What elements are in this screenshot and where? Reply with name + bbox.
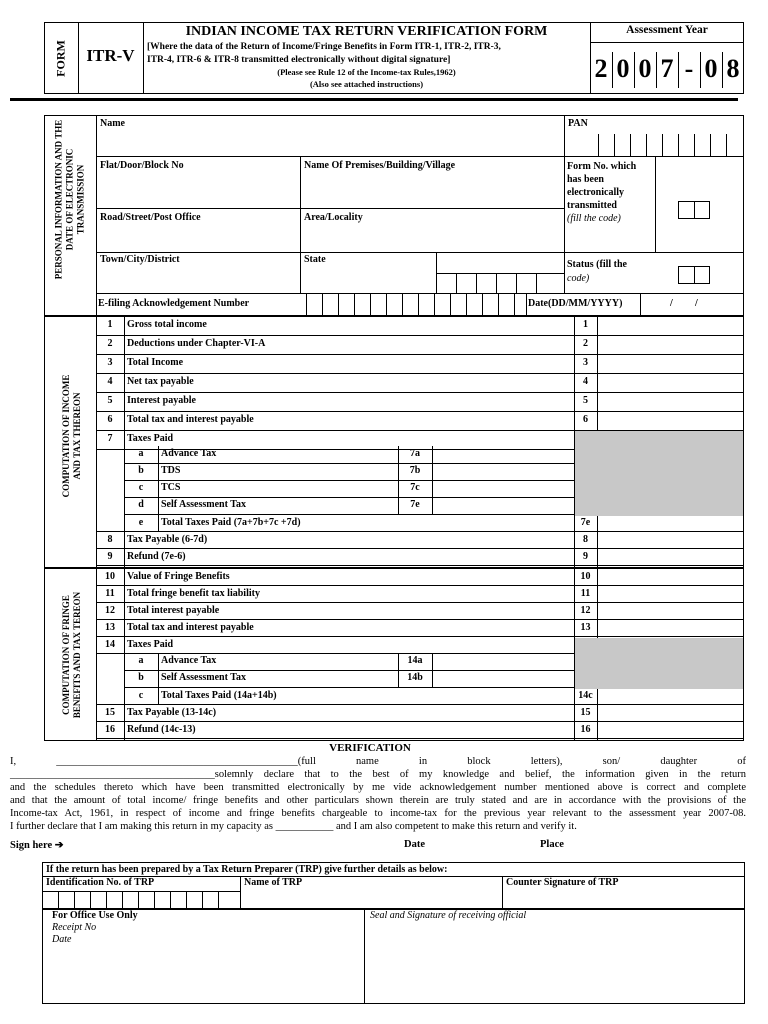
row-ref: 4 — [583, 376, 588, 387]
year-digit: 0 — [616, 54, 630, 83]
row-label: Total interest payable — [127, 605, 220, 616]
row-number: 9 — [107, 551, 113, 562]
sub-row-letter: a — [138, 448, 144, 459]
amount-input[interactable] — [598, 569, 743, 584]
office-date-label: Date — [52, 934, 72, 945]
subtitle-line-4: (Also see attached instructions) — [309, 79, 424, 89]
row-ref: 2 — [583, 338, 588, 349]
row-number: 10 — [105, 571, 115, 582]
date-separator: / — [670, 298, 673, 309]
name-label: Name — [100, 118, 125, 129]
row-label: Refund (7e-6) — [127, 551, 186, 562]
amount-input[interactable] — [598, 532, 743, 547]
sub-row-letter: a — [138, 655, 144, 666]
row-label: Taxes Paid — [127, 639, 174, 650]
row-number: 15 — [105, 707, 115, 718]
year-digit: 7 — [660, 54, 674, 83]
assessment-year-label: Assessment Year — [626, 24, 708, 36]
year-digit: 2 — [594, 54, 608, 83]
verification-line: Income-tax Act, 1961, in respect of income and fringe benefits chargeable to income-tax for the previous year relevant to the assessment year 2007-08. — [10, 808, 746, 819]
shaded-area — [575, 638, 743, 689]
row-number: 16 — [105, 724, 115, 735]
sub-row-ref: 7a — [410, 448, 420, 459]
premises-label: Name Of Premises/Building/Village — [304, 160, 456, 171]
date-label: Date(DD/MM/YYYY) — [528, 298, 623, 309]
row-ref: 5 — [583, 395, 588, 406]
trp-counter-signature-label: Counter Signature of TRP — [506, 877, 619, 888]
sub-row-label: Advance Tax — [161, 655, 217, 666]
row-label: Net tax payable — [127, 376, 194, 387]
sub-row-label: Self Assessment Tax — [161, 499, 247, 510]
row-label: Interest payable — [127, 395, 196, 406]
amount-input[interactable] — [598, 549, 743, 564]
sub-row-ref: 7c — [410, 482, 420, 493]
verification-date-label: Date — [404, 839, 425, 850]
trp-id-input[interactable] — [43, 892, 239, 909]
row-label: Tax Payable (13-14c) — [127, 707, 217, 718]
office-use-section — [42, 909, 745, 1004]
row-ref: 13 — [580, 622, 591, 633]
receipt-no-label: Receipt No — [52, 922, 97, 933]
row-ref: 8 — [583, 534, 588, 545]
sign-here-label[interactable]: Sign here ➔ — [10, 840, 64, 851]
sub-row-label: Self Assessment Tax — [161, 672, 247, 683]
verification-line: I, ______________________________________________(full name in block letters), son/ daughter of — [10, 756, 746, 767]
pan-input[interactable] — [582, 134, 742, 156]
sub-row-letter: d — [138, 499, 144, 510]
town-label: Town/City/District — [100, 254, 180, 265]
date-separator: / — [695, 298, 698, 309]
amount-input[interactable] — [433, 464, 573, 479]
verification-line: and that the amount of total income/ fringe benefits and other particulars shown therein are truly stated and are in accordance with the provisions of the — [10, 795, 746, 806]
total-taxes-paid-label: Total Taxes Paid (14a+14b) — [161, 690, 277, 701]
row-ref: 16 — [580, 724, 591, 735]
row-ref: 6 — [583, 414, 588, 425]
amount-input[interactable] — [433, 671, 573, 686]
row-label: Total tax and interest payable — [127, 414, 254, 425]
row-label: Gross total income — [127, 319, 207, 330]
amount-input[interactable] — [598, 722, 743, 737]
form-code: ITR-V — [86, 46, 135, 65]
row-ref: 14c — [578, 690, 593, 701]
form-word: FORM — [53, 40, 68, 77]
row-label: Total tax and interest payable — [127, 622, 254, 633]
row-label: Total Income — [127, 357, 184, 368]
shaded-area — [575, 430, 743, 516]
row-number: 13 — [105, 622, 115, 633]
row-number: 11 — [105, 588, 115, 599]
row-number: 14 — [105, 639, 115, 650]
year-digit: 8 — [726, 54, 740, 83]
header-rule — [10, 98, 738, 101]
sub-row-ref: 7b — [409, 465, 421, 476]
row-ref: 11 — [580, 588, 591, 599]
row-number: 6 — [107, 414, 113, 425]
row-number: 4 — [107, 376, 113, 387]
efiling-label: E-filing Acknowledgement Number — [98, 298, 250, 309]
trp-name-label: Name of TRP — [244, 877, 303, 888]
subtitle-line-1: [Where the data of the Return of Income/Fringe Benefits in Form ITR-1, ITR-2, ITR-3, — [147, 42, 501, 52]
year-digit: 0 — [638, 54, 652, 83]
verification-place-label: Place — [540, 839, 564, 850]
amount-input[interactable] — [433, 498, 573, 513]
row-number: 8 — [107, 534, 113, 545]
area-label: Area/Locality — [304, 212, 363, 223]
row-ref: 15 — [580, 707, 591, 718]
amount-input[interactable] — [433, 481, 573, 496]
form-no-label: Form No. which has been electronically transmitted (fill the code) — [567, 161, 637, 224]
row-ref: 7e — [580, 517, 591, 528]
row-label: Tax Payable (6-7d) — [127, 534, 208, 545]
amount-input[interactable] — [598, 515, 743, 530]
verification-line: and the schedules thereto which have been transmitted electronically by me vide acknowledgement number mentioned above is correct and complete — [10, 782, 746, 793]
row-ref: 3 — [583, 357, 588, 368]
personal-side-label: PERSONAL INFORMATION AND THE DATE OF ELECTRONIC TRANSMISSION — [53, 119, 86, 280]
verification-title: VERIFICATION — [329, 742, 411, 754]
pin-code-input[interactable] — [436, 273, 564, 293]
row-label: Total fringe benefit tax liability — [127, 588, 260, 599]
row-label: Value of Fringe Benefits — [127, 571, 230, 582]
sub-row-letter: b — [138, 672, 144, 683]
row-label: Deductions under Chapter-VI-A — [127, 338, 266, 349]
trp-name-input[interactable] — [241, 892, 501, 909]
row-ref: 1 — [583, 319, 588, 330]
year-digit: 0 — [704, 54, 718, 83]
sub-row-label: TCS — [161, 482, 181, 493]
status-label: Status (fill the code) — [567, 259, 627, 284]
date-input[interactable] — [641, 293, 743, 316]
flat-label: Flat/Door/Block No — [100, 160, 184, 171]
amount-input[interactable] — [598, 620, 743, 635]
row-number: 2 — [107, 338, 113, 349]
row-number: 3 — [107, 357, 113, 368]
income-side-label: COMPUTATION OF INCOME AND TAX THEREON — [61, 374, 82, 498]
road-label: Road/Street/Post Office — [100, 212, 201, 223]
row-number: 12 — [105, 605, 115, 616]
trp-heading: If the return has been prepared by a Tax Return Preparer (TRP) give further details as below: — [46, 864, 448, 875]
sub-row-label: TDS — [161, 465, 181, 476]
pan-label: PAN — [568, 118, 588, 129]
row-label: Refund (14c-13) — [127, 724, 196, 735]
sub-row-label: Advance Tax — [161, 448, 217, 459]
subtitle-line-2: ITR-4, ITR-6 & ITR-8 transmitted electronically without digital signature] — [147, 55, 451, 65]
amount-input[interactable] — [433, 654, 573, 669]
amount-input[interactable] — [598, 317, 743, 334]
trp-id-label: Identification No. of TRP — [46, 877, 155, 888]
amount-input[interactable] — [598, 393, 743, 410]
sub-row-letter: b — [138, 465, 144, 476]
fringe-side-label: COMPUTATION OF FRINGE BENEFITS AND TAX TEREON — [61, 591, 82, 719]
trp-counter-signature-input[interactable] — [503, 892, 744, 909]
seal-signature-label: Seal and Signature of receiving official — [370, 910, 527, 921]
form-title: INDIAN INCOME TAX RETURN VERIFICATION FORM — [185, 24, 548, 39]
row-label: Taxes Paid — [127, 433, 174, 444]
amount-input[interactable] — [598, 603, 743, 618]
year-dash: - — [684, 54, 694, 83]
row-number: 5 — [107, 395, 113, 406]
amount-input[interactable] — [598, 688, 743, 703]
row-number: 1 — [107, 319, 113, 330]
sub-row-letter: e — [138, 517, 144, 528]
efiling-ack-input[interactable] — [306, 293, 526, 316]
amount-input[interactable] — [598, 336, 743, 353]
row-ref: 10 — [580, 571, 591, 582]
verification-line: _______________________________________solemnly declare that to the best of my knowledge and belief, the information given in the return — [10, 769, 746, 780]
sub-row-ref: 14b — [407, 672, 423, 683]
amount-input[interactable] — [433, 447, 573, 462]
amount-input[interactable] — [598, 705, 743, 720]
office-use-title: For Office Use Only — [52, 910, 138, 921]
sub-row-ref: 14a — [407, 655, 423, 666]
total-taxes-paid-label: Total Taxes Paid (7a+7b+7c +7d) — [161, 517, 301, 528]
state-label: State — [304, 254, 326, 265]
amount-input[interactable] — [598, 355, 743, 372]
row-ref: 12 — [580, 605, 591, 616]
amount-input[interactable] — [598, 412, 743, 429]
subtitle-line-3: (Please see Rule 12 of the Income-tax Rules,1962) — [277, 67, 456, 77]
row-number: 7 — [107, 433, 113, 444]
sub-row-ref: 7e — [410, 499, 420, 510]
sub-row-letter: c — [138, 482, 144, 493]
row-ref: 9 — [583, 551, 588, 562]
verification-line: I further declare that I am making this return in my capacity as ___________ and I am also competent to make this return and verify it. — [10, 821, 577, 832]
amount-input[interactable] — [598, 374, 743, 391]
sub-row-letter: c — [138, 690, 144, 701]
amount-input[interactable] — [598, 586, 743, 601]
